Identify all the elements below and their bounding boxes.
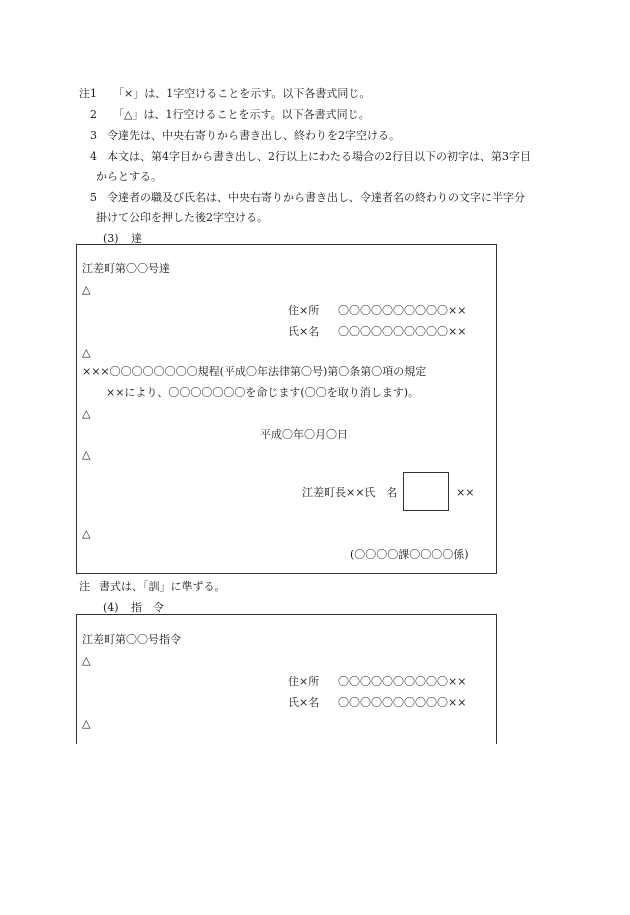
name-label: 氏×名 xyxy=(288,696,320,709)
issuer-trailing-space: ×× xyxy=(456,486,475,499)
note-2-label: 2 xyxy=(90,108,97,121)
address-label: 住×所 xyxy=(288,304,320,317)
blank-line-marker: △ xyxy=(82,654,91,667)
note-5-text-line2: 掛けて公印を押した後2字空ける。 xyxy=(96,211,268,224)
note-2-text: 「△」は、1行空けることを示す。以下各書式同じ。 xyxy=(113,108,370,121)
body-line-1: ×××〇〇〇〇〇〇〇〇規程(平成〇年法律第〇号)第〇条第〇項の規定 xyxy=(82,365,427,378)
blank-line-marker: △ xyxy=(82,448,91,461)
document-number: 江差町第〇〇号達 xyxy=(82,262,170,275)
name-value: 〇〇〇〇〇〇〇〇〇〇×× xyxy=(338,325,467,338)
blank-line-marker: △ xyxy=(82,407,91,420)
issue-date: 平成〇年〇月〇日 xyxy=(260,428,348,441)
address-value: 〇〇〇〇〇〇〇〇〇〇×× xyxy=(338,304,467,317)
section-office-note: (〇〇〇〇課〇〇〇〇係) xyxy=(350,548,469,561)
form-box-tatsu xyxy=(76,244,497,574)
blank-line-marker: △ xyxy=(82,346,91,359)
blank-line-marker: △ xyxy=(82,717,91,730)
section-3-number: (3) xyxy=(103,232,119,245)
note-text: 書式は、「訓」に準ずる。 xyxy=(99,580,226,593)
official-seal-box xyxy=(403,472,449,511)
note-1-text: 「×」は、1字空けることを示す。以下各書式同じ。 xyxy=(113,87,371,100)
note-3-text: 令達先は、中央右寄りから書き出し、終わりを2字空ける。 xyxy=(107,129,400,142)
note-3-label: 3 xyxy=(90,129,97,142)
note-5-label: 5 xyxy=(90,191,97,204)
address-label: 住×所 xyxy=(288,675,320,688)
section-4-number: (4) xyxy=(103,601,119,614)
name-label: 氏×名 xyxy=(288,325,320,338)
blank-line-marker: △ xyxy=(82,527,91,540)
name-value: 〇〇〇〇〇〇〇〇〇〇×× xyxy=(338,696,467,709)
note-1-label: 注1 xyxy=(79,87,97,100)
address-value: 〇〇〇〇〇〇〇〇〇〇×× xyxy=(338,675,467,688)
section-3-title: 達 xyxy=(131,232,142,245)
note-label: 注 xyxy=(79,580,90,593)
note-4-label: 4 xyxy=(90,150,97,163)
blank-line-marker: △ xyxy=(82,283,91,296)
body-line-2: ××により、〇〇〇〇〇〇〇を命じます(〇〇を取り消します)。 xyxy=(106,386,420,399)
note-5-text-line1: 令達者の職及び氏名は、中央右寄りから書き出し、令達者名の終わりの文字に半字分 xyxy=(107,191,525,204)
document-number: 江差町第〇〇号指令 xyxy=(82,633,181,646)
note-4-text-line1: 本文は、第4字目から書き出し、2行以上にわたる場合の2行目以下の初字は、第3字目 xyxy=(107,150,531,163)
issuer-title-name: 江差町長××氏 名 xyxy=(302,486,398,499)
note-4-text-line2: からとする。 xyxy=(96,170,162,183)
section-4-title: 指 令 xyxy=(131,601,164,614)
